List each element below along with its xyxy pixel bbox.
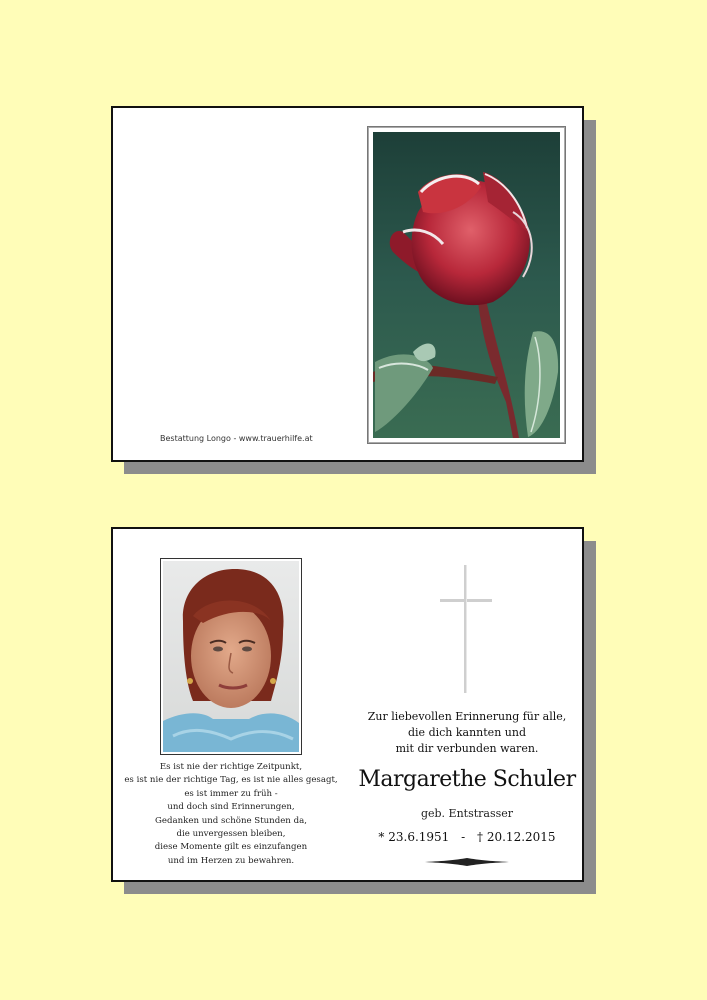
memorial-poem: [113, 761, 349, 868]
birth-date: * 23.6.1951: [378, 830, 450, 844]
poem-line: diese Momente gilt es einzufangen: [154, 842, 308, 853]
rose-photo-frame: [367, 126, 566, 444]
poem-line: und im Herzen zu bewahren.: [167, 855, 295, 866]
poem-line: es ist nie der richtige Tag, es ist nie alles gesagt,: [124, 775, 338, 786]
dedication-line: Zur liebevollen Erinnerung für alle,: [367, 710, 567, 723]
portrait-frame: [160, 558, 302, 755]
cover-card: [111, 106, 584, 462]
life-dates: [351, 830, 583, 844]
inside-card: [111, 527, 584, 882]
dedication-line: mit dir verbunden waren.: [395, 742, 539, 755]
ornament-divider-icon: [425, 858, 509, 866]
poem-line: die unvergessen bleiben,: [176, 829, 286, 840]
rose-photo: [373, 132, 560, 438]
cross-icon: [440, 565, 492, 693]
dedication-line: die dich kannten und: [408, 726, 526, 739]
memorial-dedication: [351, 709, 583, 757]
date-separator: -: [461, 830, 466, 844]
portrait-photo: [163, 561, 299, 752]
poem-line: und doch sind Erinnerungen,: [167, 802, 295, 813]
poem-line: es ist immer zu früh -: [184, 788, 278, 799]
deceased-name: Margarethe Schuler: [358, 767, 576, 792]
poem-line: Gedanken und schöne Stunden da,: [155, 815, 307, 826]
poem-line: Es ist nie der richtige Zeitpunkt,: [159, 762, 303, 772]
funeral-home-credit: Bestattung Longo - www.trauerhilfe.at: [160, 434, 313, 443]
maiden-name: geb. Entstrasser: [420, 807, 514, 820]
death-date: † 20.12.2015: [477, 830, 556, 844]
